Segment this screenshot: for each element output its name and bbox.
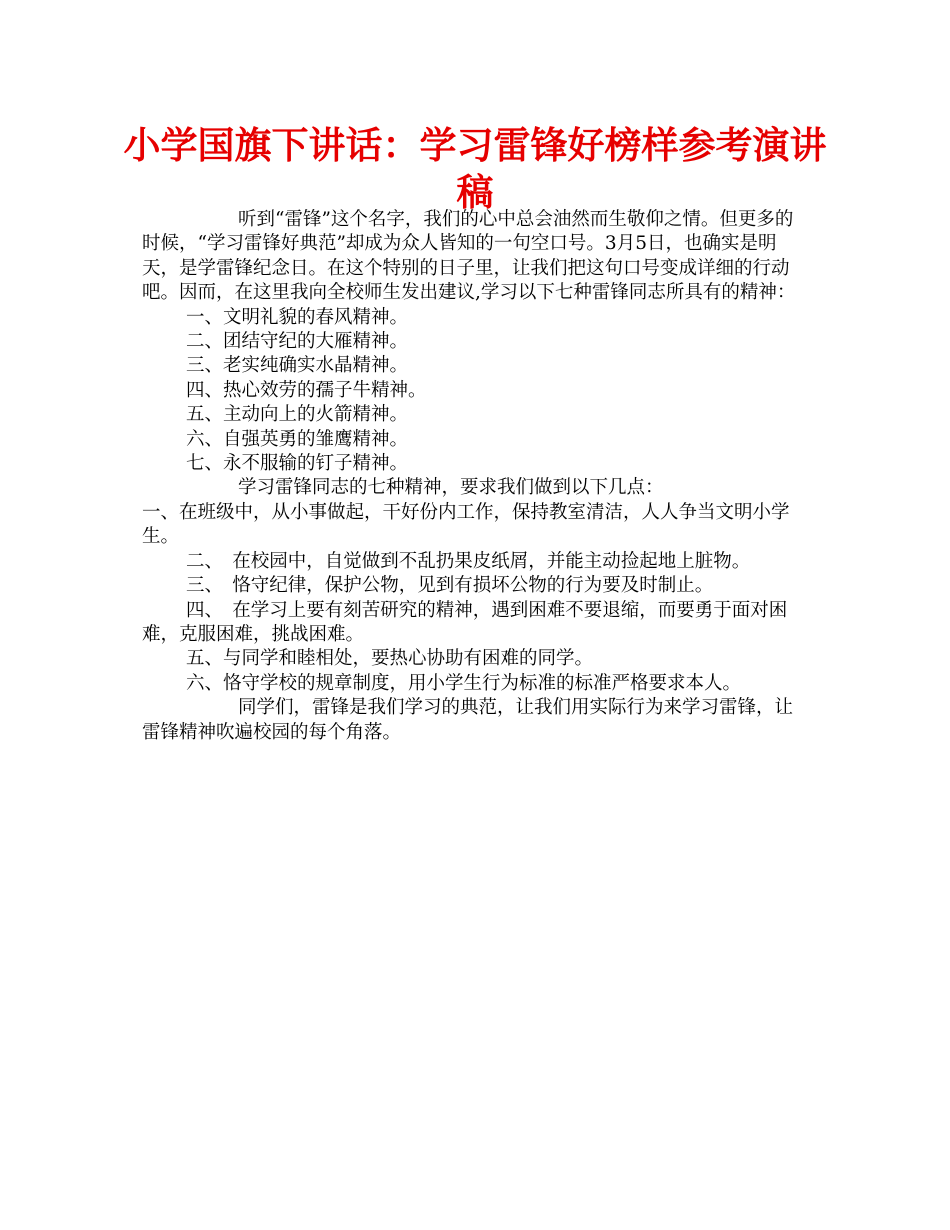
spirit-item-1: 一、文明礼貌的春风精神。 (186, 306, 409, 328)
document-body (142, 208, 810, 745)
requirement-item-1: 一、在班级中，从小事做起，干好份内工作，保持教室清洁，人人争当文明小学生。 (142, 501, 790, 548)
spirit-item-6: 六、自强英勇的雏鹰精神。 (186, 428, 409, 450)
spirit-item-2: 二、团结守纪的大雁精神。 (186, 331, 409, 353)
requirement-item-3: 三、 恪守纪律，保护公物，见到有损坏公物的行为要及时制止。 (186, 575, 714, 597)
closing-paragraph: 同学们，雷锋是我们学习的典范，让我们用实际行为来学习雷锋，让雷锋精神吹遍校园的每个角落。 (142, 697, 794, 743)
requirement-item-2: 二、 在校园中，自觉做到不乱扔果皮纸屑，并能主动捡起地上脏物。 (186, 550, 751, 572)
spirit-item-4: 四、热心效劳的孺子牛精神。 (186, 379, 427, 401)
spirit-item-5: 五、主动向上的火箭精神。 (186, 404, 409, 426)
spirit-item-3: 三、老实纯确实水晶精神。 (186, 355, 409, 377)
spirit-item-7: 七、永不服输的钉子精神。 (186, 453, 409, 475)
requirement-item-6: 六、恪守学校的规章制度，用小学生行为标准的标准严格要求本人。 (186, 672, 742, 694)
requirements-intro: 学习雷锋同志的七种精神，要求我们做到以下几点： (238, 477, 664, 499)
requirement-item-5: 五、与同学和睦相处，要热心协助有困难的同学。 (186, 648, 594, 670)
intro-paragraph: 听到“雷锋”这个名字，我们的心中总会油然而生敬仰之情。但更多的时候，“学习雷锋好典范”却成为众人皆知的一句空口号。3月5日，也确实是明天，是学雷锋纪念日。在这个特别的日子里，让我们把这句口号变成详细的行动吧。因而，在这里我向全校师生发出建议,学习以下七种雷锋同志所具有的精神： (142, 209, 796, 304)
document-title: 小学国旗下讲话：学习雷锋好榜样参考演讲稿 (123, 124, 827, 214)
requirement-item-4: 四、 在学习上要有刻苦研究的精神，遇到困难不要退缩，而要勇于面对困难，克服困难，挑战困难。 (142, 599, 788, 645)
